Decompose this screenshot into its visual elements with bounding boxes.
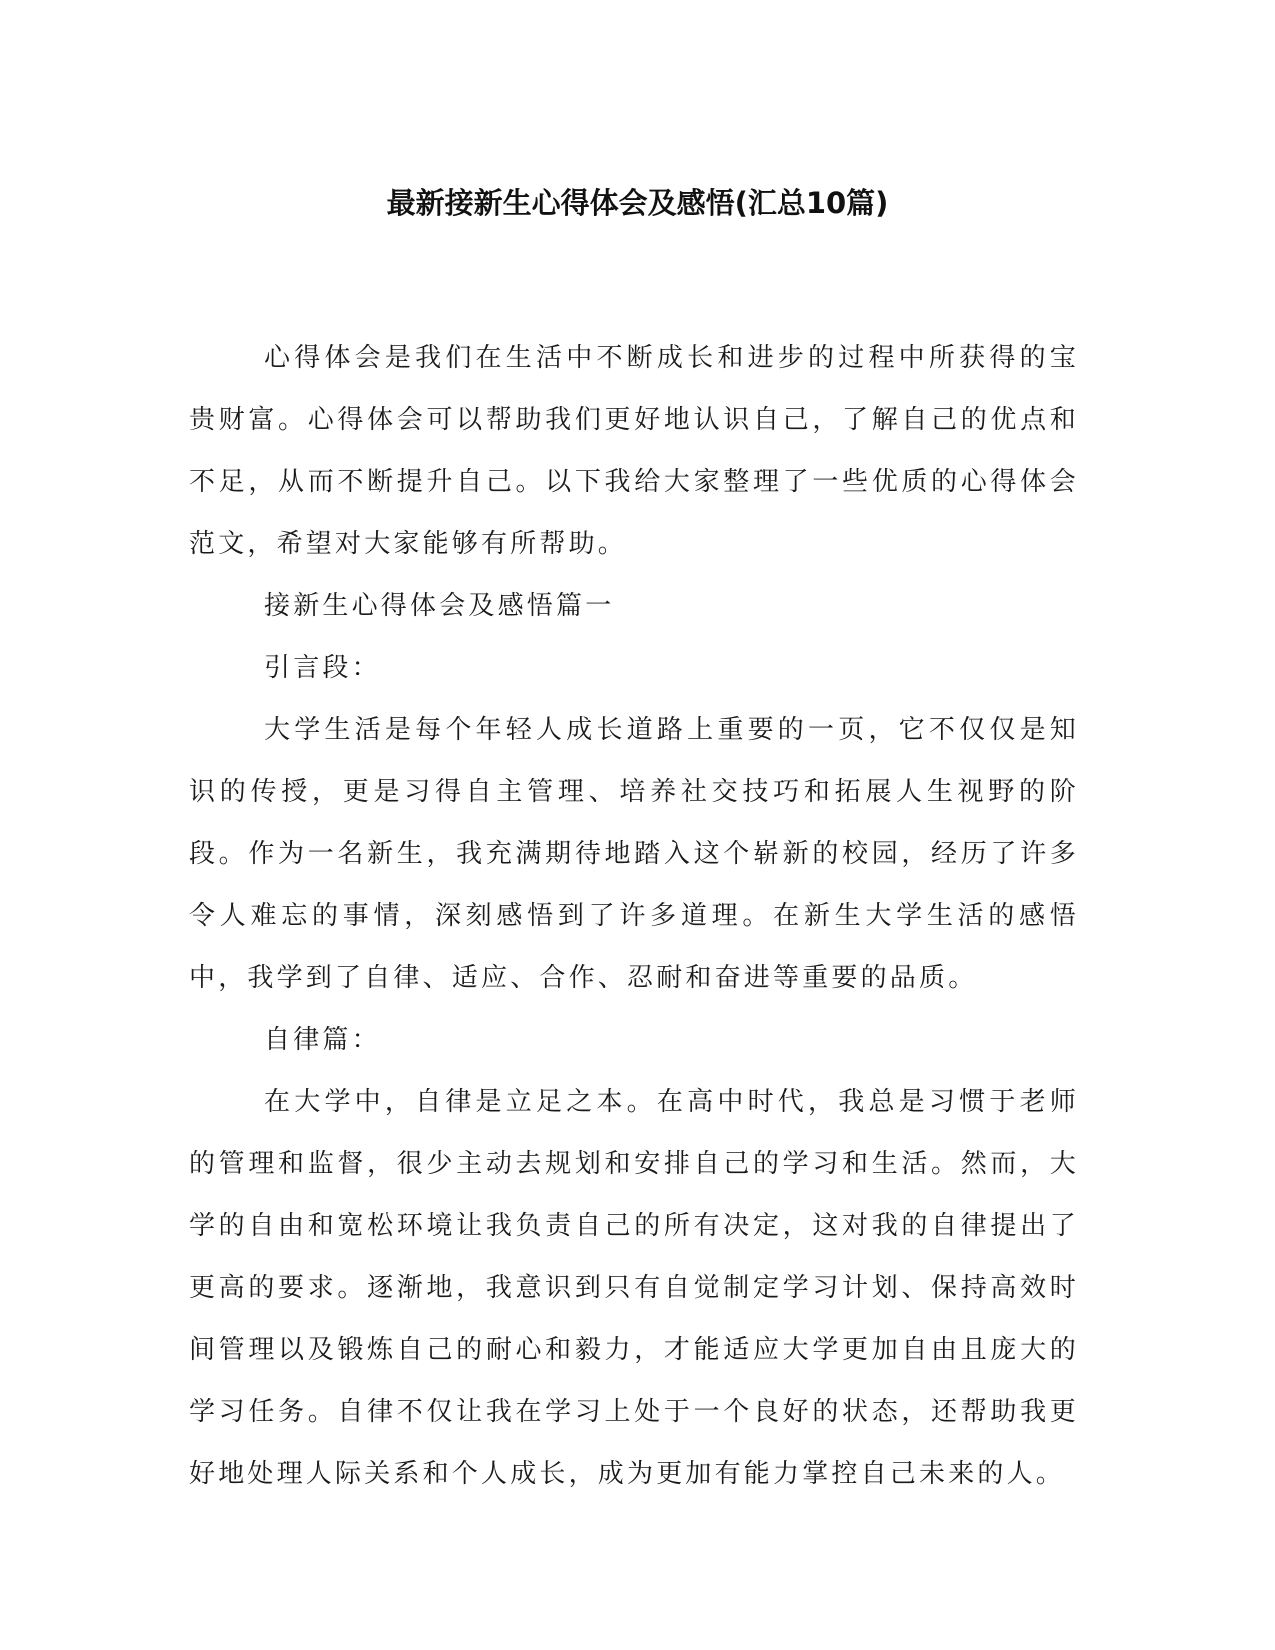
section-heading-part-one: 接新生心得体会及感悟篇一	[264, 591, 615, 621]
subheading-introduction: 引言段：	[264, 653, 381, 683]
subheading-self-discipline: 自律篇：	[264, 1025, 381, 1055]
introduction-paragraph: 大学生活是每个年轻人成长道路上重要的一页，它不仅仅是知识的传授，更是习得自主管理、培养社交技巧和拓展人生视野的阶段。作为一名新生，我充满期待地踏入这个崭新的校园，经历了许多令人难忘的事情，深刻感悟到了许多道理。在新生大学生活的感悟中，我学到了自律、适应、合作、忍耐和奋进等重要的品质。	[189, 715, 1079, 993]
self-discipline-paragraph: 在大学中，自律是立足之本。在高中时代，我总是习惯于老师的管理和监督，很少主动去规划和安排自己的学习和生活。然而，大学的自由和宽松环境让我负责自己的所有决定，这对我的自律提出了更高的要求。逐渐地，我意识到只有自觉制定学习计划、保持高效时间管理以及锻炼自己的耐心和毅力，才能适应大学更加自由且庞大的学习任务。自律不仅让我在学习上处于一个良好的状态，还帮助我更好地处理人际关系和个人成长，成为更加有能力掌控自己未来的人。	[189, 1087, 1079, 1489]
document-title: 最新接新生心得体会及感悟(汇总10篇)	[386, 186, 889, 220]
intro-paragraph: 心得体会是我们在生活中不断成长和进步的过程中所获得的宝贵财富。心得体会可以帮助我们更好地认识自己，了解自己的优点和不足，从而不断提升自己。以下我给大家整理了一些优质的心得体会范文，希望对大家能够有所帮助。	[189, 343, 1079, 559]
document-body	[189, 327, 1079, 1505]
